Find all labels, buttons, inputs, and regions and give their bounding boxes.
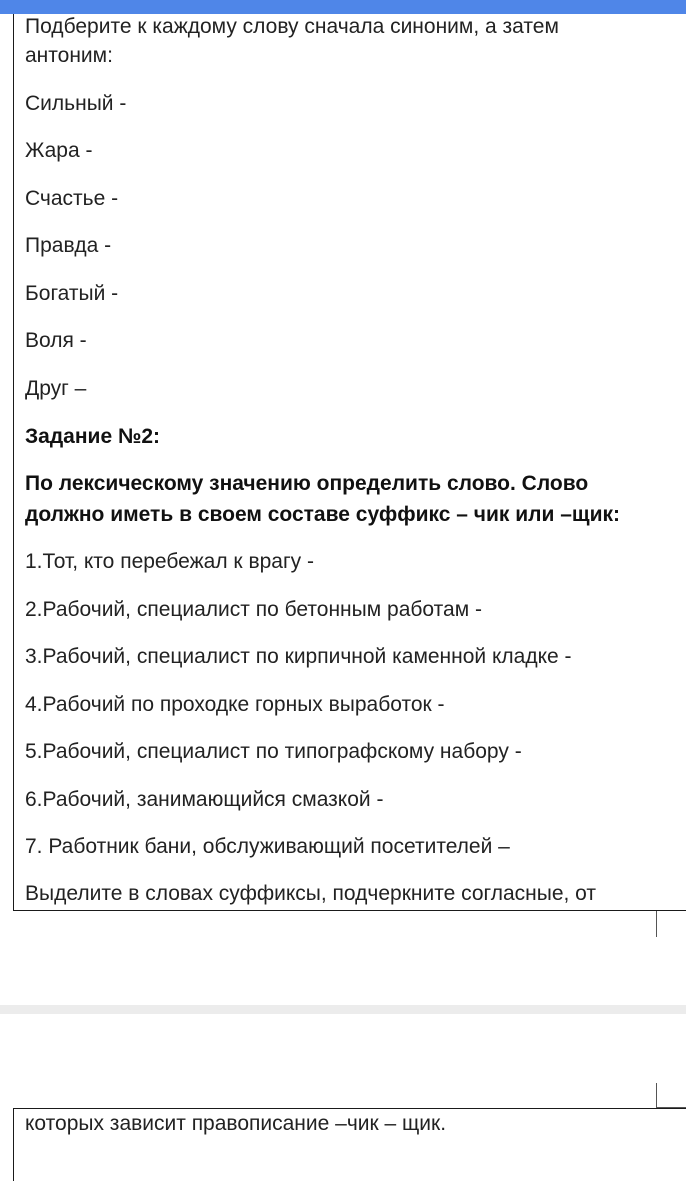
final-instruction-line-2: которых зависит правописание –чик – щик.: [25, 1112, 447, 1135]
word-item: Жара -: [25, 139, 93, 162]
word-item: Воля -: [25, 329, 87, 352]
page-corner-mark: [656, 1083, 657, 1108]
task-item: 5.Рабочий, специалист по типографскому набору -: [25, 740, 522, 763]
task-2-description-line-1: По лексическому значению определить слово. Слово: [25, 472, 589, 495]
page-separator: [0, 1005, 686, 1014]
document-page-2: [0, 1108, 686, 1181]
task-item: 4.Рабочий по проходке горных выработок -: [25, 693, 445, 716]
page-bottom-border: [13, 910, 686, 911]
top-toolbar-strip: [0, 0, 686, 14]
final-instruction-line-1: Выделите в словах суффиксы, подчеркните согласные, от: [25, 882, 597, 905]
task-2-title: Задание №2:: [25, 425, 161, 448]
word-item: Счастье -: [25, 187, 119, 210]
task-item: 1.Тот, кто перебежал к врагу -: [25, 550, 314, 573]
page-top-border: [13, 1108, 686, 1109]
page-left-border: [13, 1108, 14, 1181]
page-corner-mark: [656, 911, 657, 937]
task-item: 3.Рабочий, специалист по кирпичной каменной кладке -: [25, 645, 572, 668]
word-item: Сильный -: [25, 92, 127, 115]
word-item: Друг –: [25, 377, 87, 400]
task-item: 6.Рабочий, занимающийся смазкой -: [25, 788, 384, 811]
word-item: Правда -: [25, 234, 112, 257]
task-item: 2.Рабочий, специалист по бетонным работам -: [25, 598, 482, 621]
task-item: 7. Работник бани, обслуживающий посетителей –: [25, 835, 510, 858]
intro-text-line-2: антоним:: [25, 44, 113, 67]
word-item: Богатый -: [25, 282, 119, 305]
page-left-border: [13, 14, 14, 911]
intro-text-line-1: Подберите к каждому слову сначала синоним, а затем: [25, 15, 559, 38]
document-page-1: [0, 14, 686, 911]
task-2-description-line-2: должно иметь в своем составе суффикс – чик или –щик:: [25, 503, 621, 526]
